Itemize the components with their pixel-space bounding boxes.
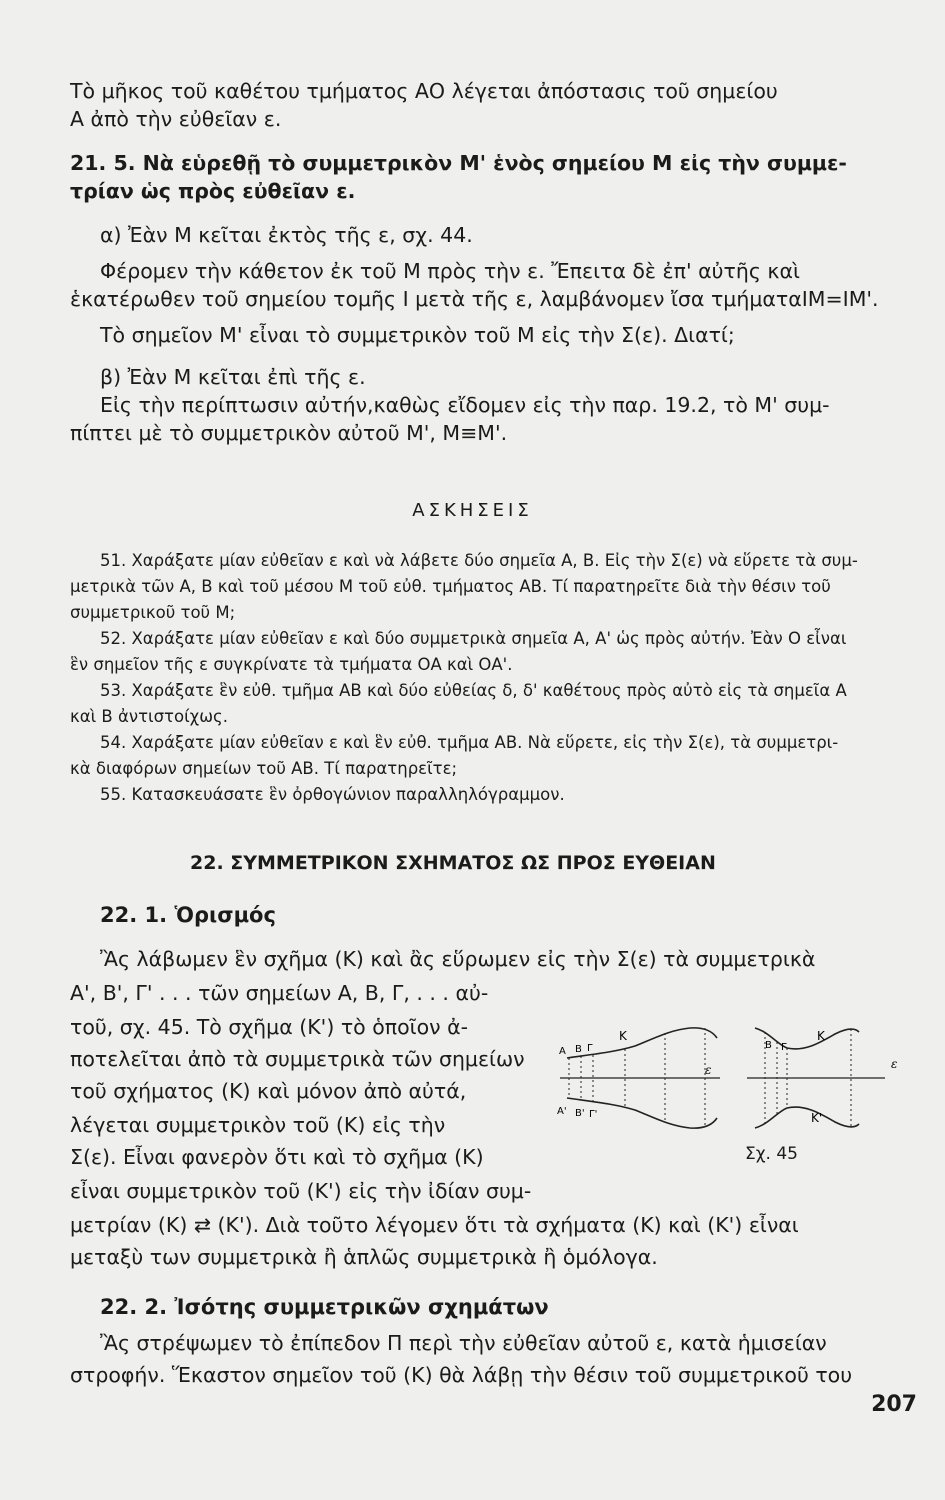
case-a-line-1: Φέρομεν τὴν κάθετον ἐκ τοῦ Μ πρὸς τὴν ε. Ἔπειτα δὲ ἐπ' αὐτῆς καὶ [100,259,800,283]
case-b-line-2: πίπτει μὲ τὸ συμμετρικὸν αὐτοῦ Μ', Μ≡Μ'. [70,421,508,445]
case-b-heading: β) Ἐὰν Μ κεῖται ἐπὶ τῆς ε. [100,365,366,389]
figure-45-diagram [555,1018,925,1168]
exercise-54-line-2: κὰ διαφόρων σημείων τοῦ ΑΒ. Τί παρατηρεῖτε; [70,759,458,778]
case-a-heading: α) Ἐὰν Μ κεῖται ἐκτὸς τῆς ε, σχ. 44. [100,223,473,247]
section-21-5-heading-cont: τρίαν ὡς πρὸς εὐθεῖαν ε. [70,179,356,203]
section-22-1-heading: 22. 1. Ὁρισμός [100,903,276,927]
para-22-1-line-7: Σ(ε). Εἶναι φανερὸν ὅτι καὶ τὸ σχῆμα (Κ) [70,1145,484,1169]
para-22-1-line-8: εἶναι συμμετρικὸν τοῦ (Κ') εἰς τὴν ἰδίαν συμ- [70,1179,532,1203]
label-K-prime-right: Κ' [811,1111,823,1125]
exercise-53-line-1: 53. Χαράξατε ἓν εὐθ. τμῆμα ΑΒ καὶ δύο εὐθείας δ, δ' καθέτους πρὸς αὐτὸ εἰς τὰ σημεῖα Α [100,681,847,700]
exercise-54-line-1: 54. Χαράξατε μίαν εὐθεῖαν ε καὶ ἓν εὐθ. τμῆμα ΑΒ. Νὰ εὕρετε, εἰς τὴν Σ(ε), τὰ συμμετρι- [100,733,839,752]
section-22-title: 22. ΣΥΜΜΕΤΡΙΚΟΝ ΣΧΗΜΑΤΟΣ ΩΣ ΠΡΟΣ ΕΥΘΕΙΑΝ [190,852,716,874]
case-b-line-1: Εἰς τὴν περίπτωσιν αὐτήν,καθὼς εἴδομεν εἰς τὴν παρ. 19.2, τὸ Μ' συμ- [100,393,830,417]
label-G: Γ [587,1043,593,1054]
exercise-52-line-2: ἓν σημεῖον τῆς ε συγκρίνατε τὰ τμήματα ΟΑ καὶ ΟΑ'. [70,655,513,674]
figure-45-caption: Σχ. 45 [745,1144,799,1164]
exercise-51-line-1: 51. Χαράξατε μίαν εὐθεῖαν ε καὶ νὰ λάβετε δύο σημεῖα Α, Β. Εἰς τὴν Σ(ε) νὰ εὕρετε τὰ συμ- [100,551,858,570]
label-e-right: ε [891,1057,898,1071]
case-a-line-2: ἑκατέρωθεν τοῦ σημείου τομῆς Ι μετὰ τῆς ε, λαμβάνομεν ἴσα τμήματαΙΜ=ΙΜ'. [70,287,879,311]
exercise-55: 55. Κατασκευάσατε ἓν ὀρθογώνιον παραλληλόγραμμον. [100,785,565,804]
para-22-1-line-9: μετρίαν (Κ) ⇄ (Κ'). Διὰ τοῦτο λέγομεν ὅτι τὰ σχήματα (Κ) καὶ (Κ') εἶναι [70,1213,799,1237]
para-22-1-line-3: τοῦ, σχ. 45. Τὸ σχῆμα (Κ') τὸ ὁποῖον ἀ- [70,1015,469,1039]
para-22-1-line-10: μεταξὺ των συμμετρικὰ ἢ ἁπλῶς συμμετρικὰ ἢ ὁμόλογα. [70,1245,658,1269]
exercises-title: ΑΣΚΗΣΕΙΣ [412,500,533,521]
label-A-prime: Α' [557,1106,567,1117]
exercise-52-line-1: 52. Χαράξατε μίαν εὐθεῖαν ε καὶ δύο συμμετρικὰ σημεῖα Α, Α' ὡς πρὸς αὐτήν. Ἐὰν Ο εἶναι [100,629,847,648]
exercise-51-line-3: συμμετρικοῦ τοῦ Μ; [70,603,236,622]
label-G-prime: Γ' [589,1109,598,1120]
label-B-right: Β [765,1040,772,1051]
label-K-right: Κ [817,1029,825,1043]
para-22-1-line-4: ποτελεῖται ἀπὸ τὰ συμμετρικὰ τῶν σημείων [70,1047,525,1071]
exercise-51-line-2: μετρικὰ τῶν Α, Β καὶ τοῦ μέσου Μ τοῦ εὐθ. τμήματος ΑΒ. Τί παρατηρεῖτε διὰ τὴν θέσιν τοῦ [70,577,831,596]
label-G-right: Γ [781,1042,787,1053]
para-22-1-line-5: τοῦ σχήματος (Κ) καὶ μόνον ἀπὸ αὐτά, [70,1079,467,1103]
exercise-53-line-2: καὶ Β ἀντιστοίχως. [70,707,228,726]
label-A: Α [559,1046,566,1057]
label-e: ε [705,1063,712,1077]
page-number: 207 [871,1392,917,1417]
intro-line-1: Τὸ μῆκος τοῦ καθέτου τμήματος ΑΟ λέγεται ἀπόστασις τοῦ σημείου [70,79,778,103]
para-22-2-line-2: στροφήν. Ἕκαστον σημεῖον τοῦ (Κ) θὰ λάβῃ τὴν θέσιν τοῦ συμμετρικοῦ του [70,1363,853,1387]
case-a-line-3: Τὸ σημεῖον Μ' εἶναι τὸ συμμετρικὸν τοῦ Μ εἰς τὴν Σ(ε). Διατί; [100,323,735,347]
para-22-1-line-1: Ἂς λάβωμεν ἓν σχῆμα (Κ) καὶ ἂς εὕρωμεν εἰς τὴν Σ(ε) τὰ συμμετρικὰ [100,947,816,971]
curve-K-prime-right [755,1107,859,1128]
intro-line-2: Α ἀπὸ τὴν εὐθεῖαν ε. [70,107,282,131]
para-22-2-line-1: Ἂς στρέψωμεν τὸ ἐπίπεδον Π περὶ τὴν εὐθεῖαν αὐτοῦ ε, κατὰ ἡμισείαν [100,1331,827,1355]
label-B: Β [575,1044,582,1055]
section-22-2-heading: 22. 2. Ἰσότης συμμετρικῶν σχημάτων [100,1295,549,1319]
label-K: Κ [619,1029,627,1043]
para-22-1-line-2: Α', Β', Γ' . . . τῶν σημείων Α, Β, Γ, . . . αὐ- [70,981,489,1005]
section-21-5-heading: 21. 5. Νὰ εὑρεθῇ τὸ συμμετρικὸν Μ' ἑνὸς σημείου Μ εἰς τὴν συμμε- [70,151,847,175]
label-B-prime: Β' [575,1108,585,1119]
para-22-1-line-6: λέγεται συμμετρικὸν τοῦ (Κ) εἰς τὴν [70,1113,446,1137]
